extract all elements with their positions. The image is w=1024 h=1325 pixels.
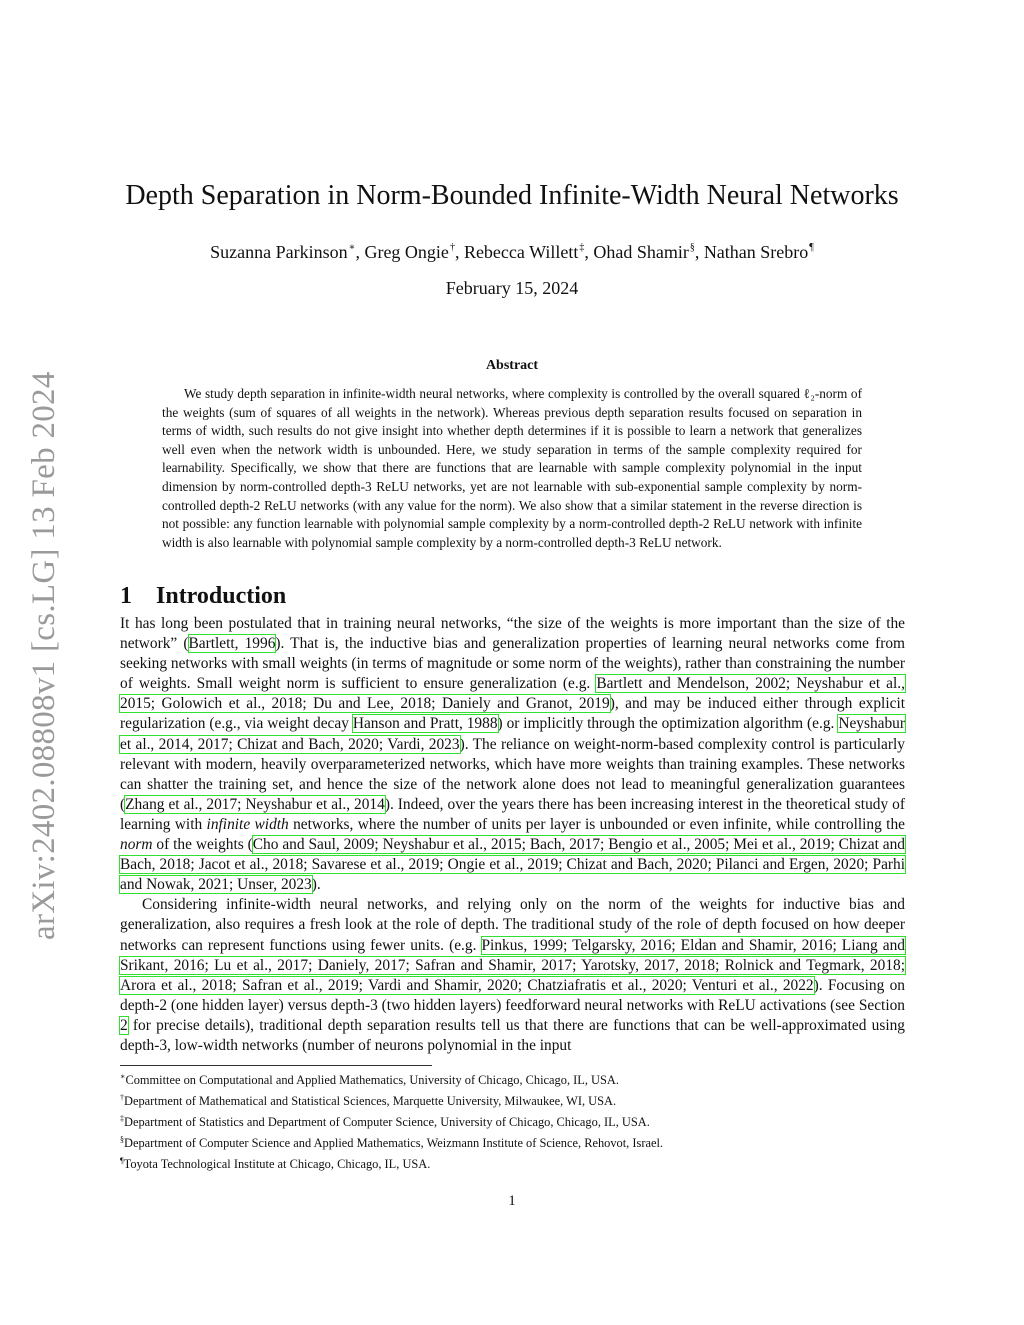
author-mark: §: [689, 242, 695, 253]
text-run: ). The reliance on weight-norm-based complexity control is particularly relevant with modern, heavily overparameterized networks, which have more weights than training examples. These networks can shatter the training set, and hence the size of the network alone does not lead to meaningful generalization guarantees (: [120, 735, 905, 813]
footnote-text: Toyota Technological Institute at Chicago, Chicago, IL, USA.: [123, 1157, 431, 1171]
text-run: It has long been postulated that in training neural networks, “the size of the weights is more important than the size of the network” (: [120, 615, 905, 653]
citation-link[interactable]: Hanson and Pratt, 1988: [352, 715, 498, 733]
text-run: Considering infinite-width neural networks, and relying only on the norm of the weights for inductive bias and generalization, also requires a fresh look at the role of depth. The traditional study of the role of depth focused on how deeper networks can represent functions using fewer units. (e.g.: [120, 896, 905, 954]
abstract-heading: Abstract: [485, 358, 539, 373]
footnote-text: Department of Computer Science and Applied Mathematics, Weizmann Institute of Science, Rehovot, Israel.: [124, 1136, 663, 1150]
author-mark: ∗: [348, 242, 356, 253]
footnote-text: Department of Mathematical and Statistical Sciences, Marquette University, Milwaukee, WI, USA.: [124, 1094, 617, 1108]
paragraph: [120, 614, 905, 895]
section-number: 1: [120, 583, 132, 609]
author-list: Suzanna Parkinson∗, Greg Ongie†, Rebecca Willett‡, Ohad Shamir§, Nathan Srebro¶: [210, 242, 814, 262]
citation-link[interactable]: Pinkus, 1999; Telgarsky, 2016; Eldan and Shamir, 2016; Liang and Srikant, 2016; Lu et al., 2017; Daniely, 2017; Safran and Shamir, 2017; Yarotsky, 2017, 2018; Rolnick and Tegmark, 2018; Arora et al., 2018; Safran et al., 2019; Vardi and Shamir, 2020; Chatziafratis et al., 2020; Venturi et al., 2022: [120, 936, 905, 994]
paragraph: [120, 895, 905, 1056]
text-run: ).: [311, 876, 321, 894]
author-name: Suzanna Parkinson: [210, 242, 348, 262]
section-title: Introduction: [156, 583, 287, 609]
footnote-text: Department of Statistics and Department of Computer Science, University of Chicago, Chicago, IL, USA.: [124, 1115, 650, 1129]
author-mark: ‡: [579, 242, 585, 253]
footnote-mark: ∗: [120, 1072, 126, 1081]
abstract-text: We study depth separation in infinite-width neural networks, where complexity is controlled by the overall squared ℓ₂-norm of the weights (sum of squares of all weights in the network). Whereas previous depth separation results focused on separation in terms of width, such results do not give insight into whether depth determines if it is possible to learn a network that generalizes well even when the network width is unbounded. Here, we study separation in terms of the sample complexity required for learnability. Specifically, we show that there are functions that are learnable with sample complexity polynomial in the input dimension by norm-controlled depth-3 ReLU networks, yet are not learnable with sub-exponential sample complexity by norm-controlled depth-2 ReLU networks (with any value for the norm). We also show that a similar statement in the reverse direction is not possible: any function learnable with polynomial sample complexity by a norm-controlled depth-2 ReLU network with infinite width is also learnable with polynomial sample complexity by a norm-controlled depth-3 ReLU network.: [162, 386, 862, 550]
footnotes: [120, 1068, 905, 1173]
author-name: Rebecca Willett: [463, 242, 579, 262]
author-mark: †: [449, 242, 455, 253]
page-number: 1: [508, 1193, 516, 1209]
text-run: for precise details), traditional depth separation results tell us that there are functions that can be well-approximated using depth-3, low-width networks (number of neurons polynomial in the input: [120, 1016, 905, 1054]
author-name: Ohad Shamir: [593, 242, 689, 262]
paper-title: Depth Separation in Norm-Bounded Infinite-Width Neural Networks: [125, 180, 899, 211]
text-run: ) or implicitly through the optimization algorithm (e.g.: [497, 715, 839, 733]
author-name: Greg Ongie: [364, 242, 449, 262]
text-run: ). Indeed, over the years there has been increasing interest in the theoretical study of learning with: [120, 795, 905, 833]
footnote-divider: [120, 1065, 432, 1066]
emphasis: infinite width: [206, 815, 289, 833]
text-run: ), and may be induced either through explicit regularization (e.g., via weight decay: [120, 695, 905, 733]
citation-link[interactable]: Bartlett and Mendelson, 2002; Neyshabur et al., 2015; Golowich et al., 2018; Du and Lee, 2018; Daniely and Granot, 2019: [120, 675, 905, 713]
text-run: networks, where the number of units per layer is unbounded or even infinite, while controlling the: [288, 815, 905, 833]
footnote: [120, 1089, 905, 1110]
publication-date: February 15, 2024: [445, 278, 579, 298]
footnote: [120, 1068, 905, 1089]
footnote-mark: †: [120, 1093, 124, 1102]
text-run: ). Focusing on depth-2 (one hidden layer) versus depth-3 (two hidden layers) feedforward neural networks with ReLU activations (see Section: [120, 976, 905, 1014]
section-heading: [120, 580, 720, 612]
footnote-text: Committee on Computational and Applied Mathematics, University of Chicago, Chicago, IL, USA.: [125, 1073, 619, 1087]
introduction-body: [120, 614, 905, 1056]
text-run: ). That is, the inductive bias and generalization properties of learning neural networks come from seeking networks with small weights (in terms of magnitude or some norm of the weights), rather than constraining the number of weights. Small weight norm is sufficient to ensure generalization (e.g.: [120, 635, 905, 693]
footnote: [120, 1131, 905, 1152]
text-run: of the weights (: [152, 836, 253, 854]
emphasis: norm: [120, 836, 153, 854]
citation-link[interactable]: Cho and Saul, 2009; Neyshabur et al., 2015; Bach, 2017; Bengio et al., 2005; Mei et al., 2019; Chizat and Bach, 2018; Jacot et al., 2018; Savarese et al., 2019; Ongie et al., 2019; Chizat and Bach, 2020; Pilanci and Ergen, 2020; Parhi and Nowak, 2021; Unser, 2023: [120, 836, 905, 894]
footnote-mark: ‡: [120, 1114, 124, 1123]
footnote-mark: §: [120, 1135, 124, 1144]
footnote: [120, 1110, 905, 1131]
footnote-mark: ¶: [120, 1156, 124, 1165]
author-name: Nathan Srebro: [703, 242, 809, 262]
arxiv-identifier-stamp: arXiv:2402.08808v1 [cs.LG] 13 Feb 2024: [26, 371, 62, 940]
section-reference-link[interactable]: 2: [120, 1016, 128, 1034]
author-mark: ¶: [809, 242, 814, 253]
footnote: [120, 1152, 905, 1173]
citation-link[interactable]: Neyshabur et al., 2014, 2017; Chizat and Bach, 2020; Vardi, 2023: [120, 715, 906, 753]
citation-link[interactable]: Zhang et al., 2017; Neyshabur et al., 2014: [125, 795, 385, 813]
citation-link[interactable]: Bartlett, 1996: [188, 635, 276, 653]
